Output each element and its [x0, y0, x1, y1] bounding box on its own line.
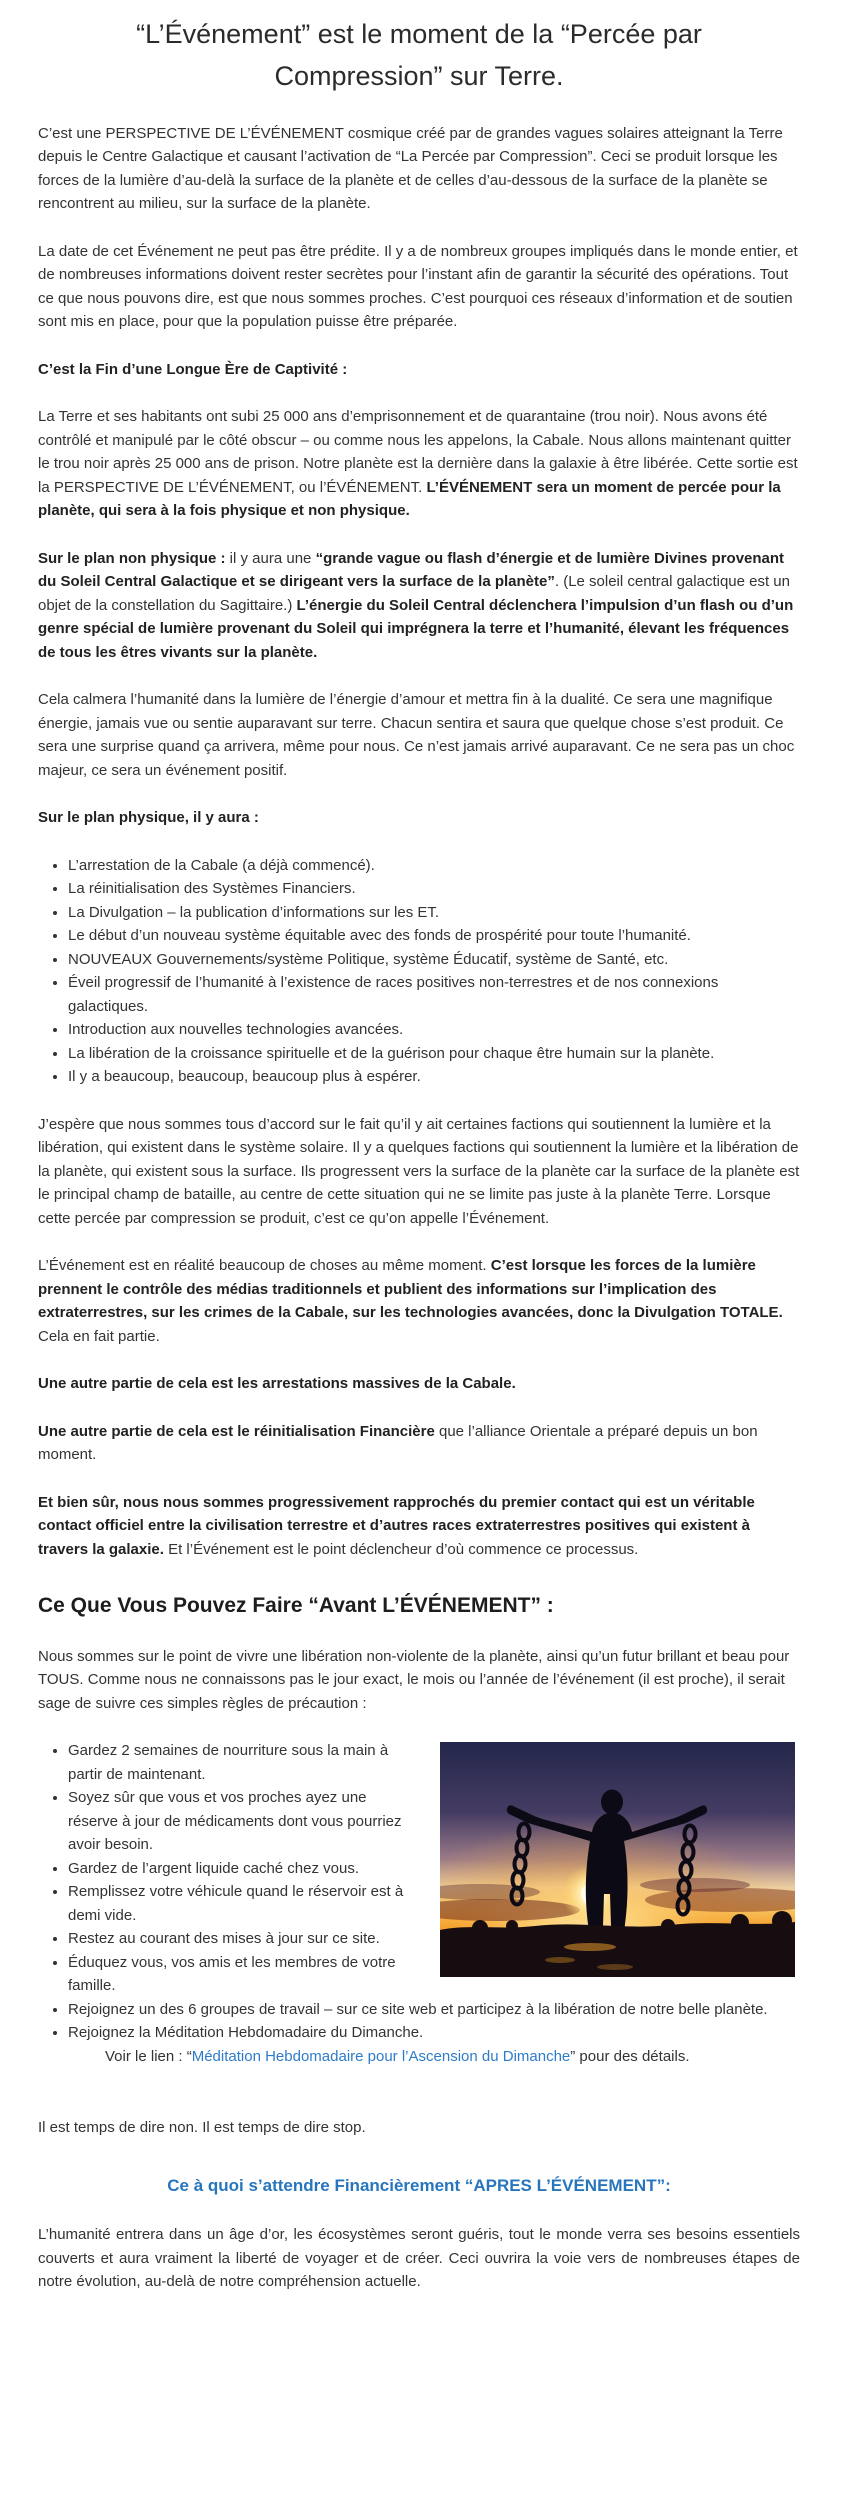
list-item: • Restez au courant des mises à jour sur ce site. — [68, 1927, 800, 1951]
list-item: • Éduquez vous, vos amis et les membres de votre famille. — [68, 1951, 800, 1998]
broken-chains-sunset-photo — [440, 1742, 795, 1977]
list-item: • Remplissez votre véhicule quand le réservoir est à demi vide. — [68, 1880, 800, 1927]
section-heading-apres-evenement: Ce à quoi s’attendre Financièrement “APRES L’ÉVÉNEMENT”: — [167, 2175, 671, 2195]
page-title: “L’Événement” est le moment de la “Percée par Compression” sur Terre. — [136, 19, 702, 91]
p3-regular: La Terre et ses habitants ont subi 25 000 ans d’emprisonnement et de quarantaine (trou noir). Nous avons été contrôlé et manipulé par le côté obscur – ou comme nous les appelons, la Cabale. Nous allons maintenant quitter le trou noir après 25 000 ans de prison. Notre planète est la dernière dans la galaxie à être libérée. Cette sortie est la PERSPECTIVE DE L’ÉVÉNEMENT, ou l’ÉVÉNEMENT. — [38, 408, 798, 496]
list-item: • Introduction aux nouvelles technologies avancées. — [68, 1018, 800, 1042]
list-item: • Soyez sûr que vous et vos proches ayez une réserve à jour de médicaments dont vous pourriez avoir besoin. — [68, 1786, 800, 1857]
list-item: • La réinitialisation des Systèmes Financiers. — [68, 877, 800, 901]
list-item: • Gardez 2 semaines de nourriture sous la main à partir de maintenant. — [68, 1739, 800, 1786]
precautions-section — [38, 1739, 800, 2092]
paragraph-terre-habitants — [38, 405, 800, 523]
list-item: • La Divulgation – la publication d’informations sur les ET. — [68, 901, 800, 925]
paragraph-plan-non-physique — [38, 547, 800, 665]
p4-regular-1: il y aura une — [225, 549, 316, 567]
p4-regular-2: . (Le soleil central galactique est un objet de la constellation du Sagittaire.) — [38, 573, 790, 614]
list-item: • NOUVEAUX Gouvernements/système Politique, système Éducatif, système de Santé, etc. — [68, 948, 800, 972]
p4-lead-bold: Sur le plan non physique : — [38, 549, 226, 567]
list-item: • Éveil progressif de l’humanité à l’existence de races positives non-terrestres et de nos connexions galactiques. — [68, 971, 800, 1018]
p7-bold: C’est lorsque les forces de la lumière prennent le contrôle des médias traditionnels et publient des informations sur l’implication des extraterrestres, sur les crimes de la Cabale, sur les technologies avancées, donc la Divulgation TOTALE. — [38, 1257, 783, 1322]
list-item: • Gardez de l’argent liquide caché chez vous. — [68, 1857, 800, 1881]
paragraph-perspective: C’est une PERSPECTIVE DE L’ÉVÉNEMENT cosmique créé par de grandes vagues solaires atteignant la Terre depuis le Centre Galactique et causant l’activation de “La Percée par Compression”. Ceci se produit lorsque les forces de la lumière d’au-delà la surface de la planète et de celles d’au-dessous de la surface de la planète se rencontrent au milieu, sur la surface de la planète. — [38, 124, 783, 213]
list-item: • La libération de la croissance spirituelle et de la guérison pour chaque être humain sur la planète. — [68, 1042, 800, 1066]
physical-plane-list — [38, 854, 800, 1089]
p4-energy-bold: L’énergie du Soleil Central déclenchera l’impulsion d’un flash ou d’un genre spécial de lumière provenant du Soleil qui imprégnera la terre et l’humanité, élevant les fréquences de tous les êtres vivants sur la planète. — [38, 596, 794, 661]
subhead-captivite: C’est la Fin d’une Longue Ère de Captivité : — [38, 360, 348, 378]
p4-quote-bold: “grande vague ou flash d’énergie et de lumière Divines provenant du Soleil Central Galactique et se dirigeant vers la surface de la planète” — [38, 549, 785, 591]
section-heading-avant-evenement: Ce Que Vous Pouvez Faire “Avant L’ÉVÉNEMENT” : — [38, 1594, 554, 1618]
subhead-plan-physique: Sur le plan physique, il y aura : — [38, 809, 259, 827]
list-item: • Rejoignez un des 6 groupes de travail – sur ce site web et participez à la libération de notre belle planète. — [68, 1998, 800, 2022]
p7-regular-2: Cela en fait partie. — [38, 1327, 160, 1345]
paragraph-age-dor: L’humanité entrera dans un âge d’or, les écosystèmes seront guéris, tout le monde verra ses besoins essentiels couverts et aura vraiment la liberté de voyager et de créer. Ceci ouvrira la voie vers de nombreuses étapes de notre évolution, au-delà de notre compréhension actuelle. — [38, 2226, 800, 2291]
paragraph-premier-contact — [38, 1491, 800, 1562]
paragraph-arrestations: Une autre partie de cela est les arrestations massives de la Cabale. — [38, 1375, 516, 1393]
paragraph-divulgation — [38, 1254, 800, 1348]
link-prefix: Voir le lien : “ — [105, 2047, 192, 2065]
list-item: • Le début d’un nouveau système équitable avec des fonds de prospérité pour toute l’humanité. — [68, 924, 800, 948]
p9-regular: que l’alliance Orientale a préparé depuis un bon moment. — [38, 1422, 758, 1464]
meditation-text: Rejoignez la Méditation Hebdomadaire du Dimanche. — [68, 2024, 424, 2042]
paragraph-factions: J’espère que nous sommes tous d’accord sur le fait qu’il y ait certaines factions qui soutiennent la lumière et la libération, qui existent dans le système solaire. Il y a quelques factions qui soutiennent la lumière et la libération de la planète, qui existent sous la surface. Ils progressent vers la surface de la planète car la surface de la planète est le principal champ de bataille, au centre de cette situation qui ne se limite pas juste à la planète Terre. Lorsque cette percée par compression se produit, c’est ce qu’on appelle l’Événement. — [38, 1115, 800, 1227]
sunset-silhouette-illustration — [440, 1742, 795, 1977]
paragraph-dire-non: Il est temps de dire non. Il est temps de dire stop. — [38, 2119, 366, 2137]
p9-bold: Une autre partie de cela est le réinitialisation Financière — [38, 1422, 435, 1440]
paragraph-date: La date de cet Événement ne peut pas être prédite. Il y a de nombreux groupes impliqués dans le monde entier, et de nombreuses informations doivent rester secrètes pour l’instant afin de garantir la sécurité des opérations. Tout ce que nous pouvons dire, est que nous sommes proches. C’est pourquoi ces réseaux d’information et de soutien sont mis en place, pour que la population puisse être préparée. — [38, 242, 798, 331]
paragraph-reinitialisation — [38, 1420, 800, 1467]
meditation-link[interactable]: Méditation Hebdomadaire pour l’Ascension du Dimanche — [191, 2047, 571, 2065]
link-suffix: ” pour des détails. — [570, 2047, 690, 2065]
list-item: • Il y a beaucoup, beaucoup, beaucoup plus à espérer. — [68, 1065, 800, 1089]
paragraph-calmera: Cela calmera l’humanité dans la lumière de l’énergie d’amour et mettra fin à la dualité. Ce sera une magnifique énergie, jamais vue ou sentie auparavant sur terre. Chacun sentira et saura que quelque chose s’est produit. Ce sera une surprise quand ça arrivera, même pour nous. Ce n’est jamais arrivé auparavant. Ce ne sera pas un choc majeur, ce sera un événement positif. — [38, 691, 795, 779]
p10-regular: Et l’Événement est le point déclencheur d’où commence ce processus. — [163, 1540, 639, 1558]
list-item: • L’arrestation de la Cabale (a déjà commencé). — [68, 854, 800, 878]
p7-regular-1: L’Événement est en réalité beaucoup de choses au même moment. — [38, 1257, 491, 1275]
p3-bold: L’ÉVÉNEMENT sera un moment de percée pour la planète, qui sera à la fois physique et non physique. — [38, 478, 781, 520]
meditation-link-line — [68, 2045, 800, 2069]
paragraph-liberation: Nous sommes sur le point de vivre une libération non-violente de la planète, ainsi qu’un futur brillant et beau pour TOUS. Comme nous ne connaissons pas le jour exact, le mois ou l’année de l’événement (il est proche), il serait sage de suivre ces simples règles de précaution : — [38, 1647, 790, 1712]
p10-bold: Et bien sûr, nous nous sommes progressivement rapprochés du premier contact qui est un véritable contact officiel entre la civilisation terrestre et d’autres races extraterrestres positives qui existent à travers la galaxie. — [38, 1493, 755, 1558]
list-item-meditation — [68, 2021, 800, 2068]
